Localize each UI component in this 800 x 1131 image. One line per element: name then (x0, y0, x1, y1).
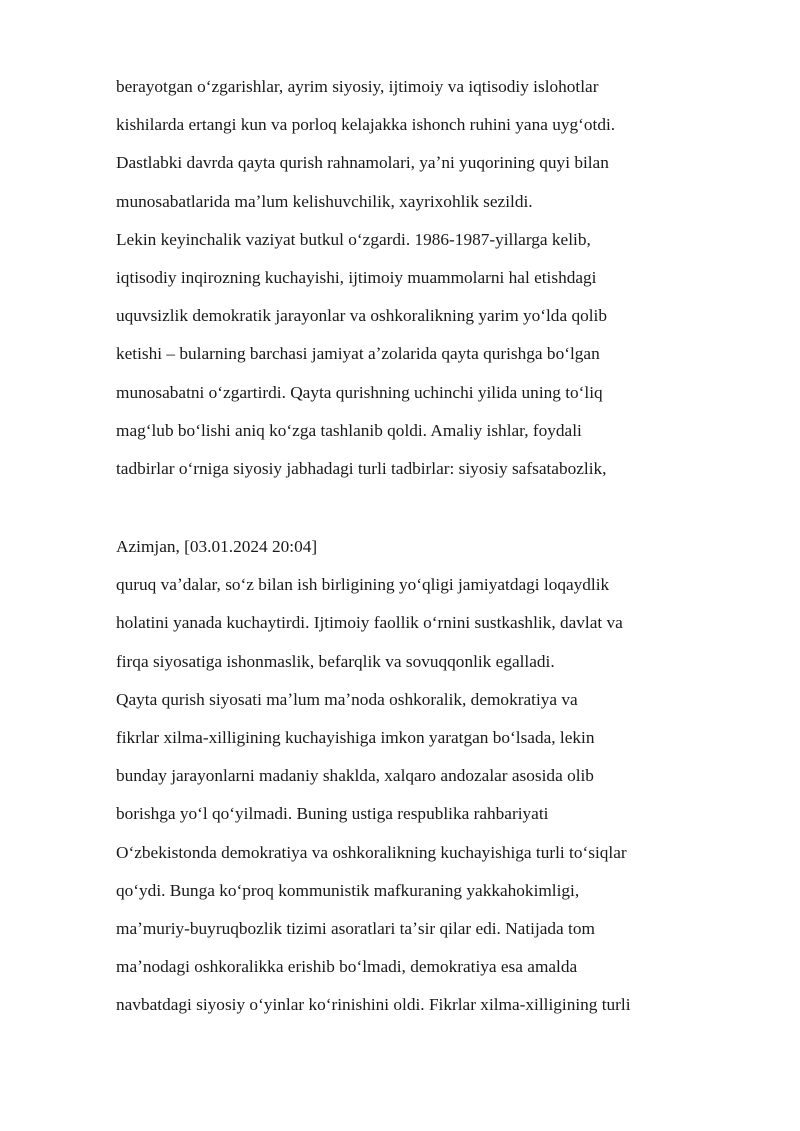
text-line: Oʻzbekistonda demokratiya va oshkoralikning kuchayishiga turli toʻsiqlar (116, 842, 627, 862)
text-line: munosabatni oʻzgartirdi. Qayta qurishning uchinchi yilida uning toʻliq (116, 382, 603, 402)
text-line: qoʻydi. Bunga koʻproq kommunistik mafkuraning yakkahokimligi, (116, 880, 580, 900)
text-line: Qayta qurish siyosati maʼlum maʼnoda oshkoralik, demokratiya va (116, 689, 578, 709)
text-line: maʼmuriy-buyruqbozlik tizimi asoratlari taʼsir qilar edi. Natijada tom (116, 918, 595, 938)
text-line: fikrlar xilma-xilligining kuchayishiga imkon yaratgan boʻlsada, lekin (116, 727, 595, 747)
text-line: Lekin keyinchalik vaziyat butkul oʻzgardi. 1986-1987-yillarga kelib, (116, 229, 591, 249)
paragraph-block-2 (116, 528, 686, 1024)
text-line: holatini yanada kuchaytirdi. Ijtimoiy faollik oʻrnini sustkashlik, davlat va (116, 613, 623, 633)
text-line: munosabatlarida maʼlum kelishuvchilik, xayrixohlik sezildi. (116, 191, 533, 211)
text-line: berayotgan oʻzgarishlar, ayrim siyosiy, ijtimoiy va iqtisodiy islohotlar (116, 77, 599, 96)
text-line: magʻlub boʻlishi aniq koʻzga tashlanib qoldi. Amaliy ishlar, foydali (116, 420, 582, 440)
paragraph-block-1 (116, 68, 686, 488)
text-line: iqtisodiy inqirozning kuchayishi, ijtimoiy muammolarni hal etishdagi (116, 267, 597, 287)
text-line: tadbirlar oʻrniga siyosiy jabhadagi turli tadbirlar: siyosiy safsatabozlik, (116, 458, 607, 478)
text-line: ketishi – bularning barchasi jamiyat aʼzolarida qayta qurishga boʻlgan (116, 344, 600, 364)
text-line: firqa siyosatiga ishonmaslik, befarqlik va sovuqqonlik egalladi. (116, 651, 555, 671)
text-line: borishga yoʻl qoʻyilmadi. Buning ustiga respublika rahbariyati (116, 804, 549, 824)
message-header: Azimjan, [03.01.2024 20:04] (116, 537, 318, 556)
text-line: maʼnodagi oshkoralikka erishib boʻlmadi, demokratiya esa amalda (116, 957, 578, 977)
text-line: Dastlabki davrda qayta qurish rahnamolari, yaʼni yuqorining quyi bilan (116, 153, 609, 173)
text-line: quruq vaʼdalar, soʻz bilan ish birligining yoʻqligi jamiyatdagi loqaydlik (116, 575, 610, 595)
text-line: kishilarda ertangi kun va porloq kelajakka ishonch ruhini yana uygʻotdi. (116, 115, 616, 135)
text-line: uquvsizlik demokratik jarayonlar va oshkoralikning yarim yoʻlda qolib (116, 306, 607, 326)
text-line: navbatdagi siyosiy oʻyinlar koʻrinishini oldi. Fikrlar xilma-xilligining turli (116, 995, 631, 1015)
text-line: bunday jarayonlarni madaniy shaklda, xalqaro andozalar asosida olib (116, 766, 594, 786)
